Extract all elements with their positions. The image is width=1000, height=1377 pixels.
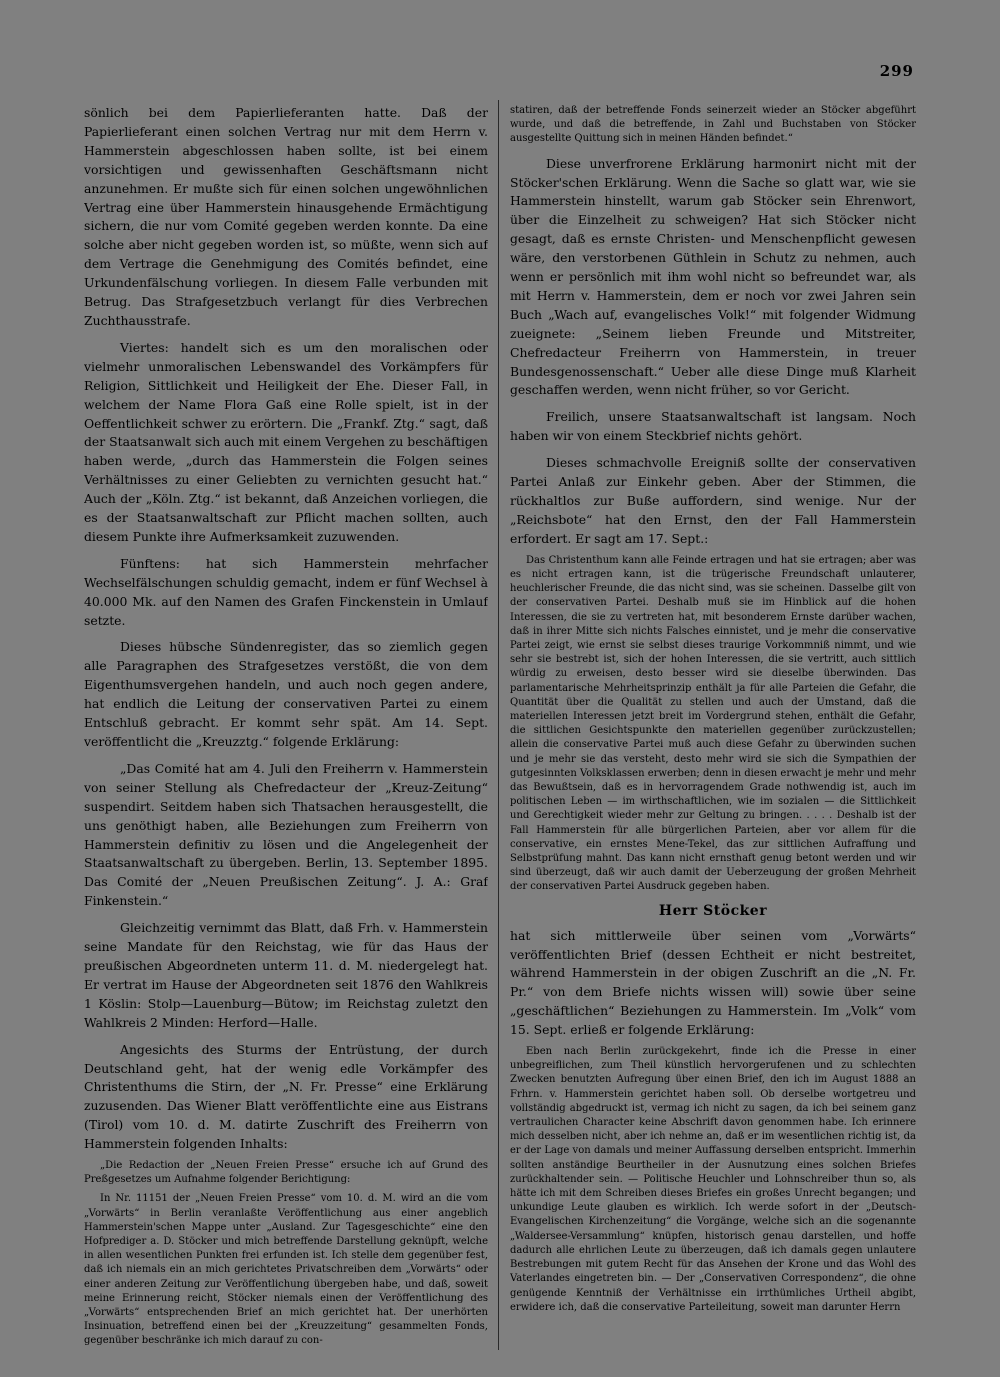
body-paragraph: „Das Comité hat am 4. Juli den Freiherrn v. Hammerstein von seiner Stellung als Chefredacteur der „Kreuz-Zeitung“ suspendirt. Seitdem haben sich Thatsachen herausgestellt, die uns genöthigt haben, alle Beziehungen zum Freiherrn von Hammerstein definitiv zu lösen und die Angelegenheit der Staatsanwaltschaft zu übergeben. Berlin, 13. September 1895. Das Comité der „Neuen Preußischen Zeitung“. J. A.: Graf Finkenstein.“ — [84, 760, 488, 909]
body-paragraph: Viertes: handelt sich es um den moralischen oder vielmehr unmoralischen Lebenswandel des Vorkämpfers für Religion, Sittlichkeit und Heiligkeit der Ehe. Dieser Fall, in welchem der Name Flora Gaß eine Rolle spielt, ist in der Oeffentlichkeit schwer zu erörtern. Die „Frankf. Ztg.“ sagt, daß der Staatsanwalt sich auch mit einem Vergehen zu beschäftigen haben werde, „durch das Hammerstein die Folgen seines Verhältnisses zu einer Geliebten zu vernichten gesucht hat.“ Auch der „Köln. Ztg.“ ist bekannt, daß Anzeichen vorliegen, die es der Staatsanwaltschaft zur Pflicht machen sollten, auch diesem Punkte ihre Aufmerksamkeit zuzuwenden. — [84, 339, 488, 544]
body-paragraph: Dieses hübsche Sündenregister, das so ziemlich gegen alle Paragraphen des Strafgesetzes verstößt, die von dem Eigenthumsvergehen handeln, und auch noch gegen andere, hat endlich die Leitung der conservativen Partei zu einem Entschluß gebracht. Er kommt sehr spät. Am 14. Sept. veröffentlicht die „Kreuzztg.“ folgende Erklärung: — [84, 639, 488, 749]
body-paragraph: Dieses schmachvolle Ereigniß sollte der conservativen Partei Anlaß zur Einkehr geben. Aber der Stimmen, die rückhaltlos zur Buße auffordern, sind wenige. Nur der „Reichsbote“ hat den Ernst, den der Fall Hammerstein erfordert. Er sagt am 17. Sept.: — [510, 455, 916, 546]
quoted-paragraph: Das Christenthum kann alle Feinde ertragen und hat sie ertragen; aber was es nicht ertragen kann, ist die trügerische Freundschaft unlauterer, heuchlerischer Freunde, die das nicht sind, was sie scheinen. Dasselbe gilt von der conservativen Partei. Deshalb muß sie im Hinblick auf die hohen Interessen, die sie zu vertreten hat, mit besonderem Ernste darüber wachen, daß in ihrer Mitte sich nichts Falsches einnistet, und je mehr die conservative Partei zeigt, wie ernst sie selbst dieses traurige Vorkommniß nimmt, und wie sehr sie bestrebt ist, sich der hohen Interessen, die sie vertritt, auch sittlich würdig zu erweisen, desto besser wird sie dieselbe überwinden. Das parlamentarische Mehrheitsprinzip enthält ja für alle Parteien die Gefahr, die Quantität über die Qualität zu stellen und auch der Umstand, daß die materiellen Interessen jetzt breit im Vordergrund stehen, enthält die Gefahr, die sittlichen Gesichtspunkte den materiellen gegenüber zurückzustellen; allein die conservative Partei muß auch diese Gefahr zu überwinden suchen und je mehr sie das versteht, desto mehr wird sie sich die Sympathien der gutgesinnten Volksklassen erwerben; denn in diesen erwacht je mehr und mehr das Bewußtsein, daß es in hervorragendem Grade nothwendig ist, auch im politischen Leben — im wirthschaftlichen, wie im sozialen — die Sittlichkeit und Gerechtigkeit wieder mehr zur Geltung zu bringen. . . . . Deshalb ist der Fall Hammerstein für alle bürgerlichen Parteien, aber vor allem für die conservative, ein ernstes Mene-Tekel, das zur sittlichen Aufraffung und Selbstprüfung mahnt. Das kann nicht ernsthaft genug betont werden und wir sind überzeugt, daß wir auch damit der Ueberzeugung der großen Mehrheit der conservativen Partei Ausdruck gegeben haben. — [510, 554, 916, 893]
quoted-paragraph: statiren, daß der betreffende Fonds seinerzeit wieder an Stöcker abgeführt wurde, und daß die betreffende, in Zahl und Buchstaben von Stöcker ausgestellte Quittung sich in meinen Händen befindet.“ — [510, 105, 916, 145]
quoted-paragraph: In Nr. 11151 der „Neuen Freien Presse“ vom 10. d. M. wird an die vom „Vorwärts“ in Berlin veranlaßte Veröffentlichung aus einer angeblich Hammerstein'schen Mappe unter „Ausland. Zur Tagesgeschichte“ eine den Hofprediger a. D. Stöcker und mich betreffende Darstellung geknüpft, welche in allen wesentlichen Punkten frei erfunden ist. Ich stelle dem gegenüber fest, daß ich niemals ein an mich gerichtetes Privatschreiben dem „Vorwärts“ oder einer anderen Zeitung zur Veröffentlichung übergeben habe, und daß, soweit meine Erinnerung reicht, Stöcker niemals einen der Veröffentlichung des „Vorwärts“ entsprechenden Brief an mich gerichtet hat. Der unerhörten Insinuation, betreffend einen bei der „Kreuzzeitung“ gesammelten Fonds, gegenüber beschränke ich mich darauf zu con- — [84, 1193, 488, 1347]
quoted-paragraph: Eben nach Berlin zurückgekehrt, finde ich die Presse in einer unbegreiflichen, zum Theil künstlich hervorgerufenen und zu schlechten Zwecken benutzten Aufregung über einen Brief, den ich im August 1888 an Frhrn. v. Hammerstein gerichtet haben soll. Ob derselbe wortgetreu und vollständig abgedruckt ist, vermag ich nicht zu sagen, da ich bei seinem ganz vertraulichen Character keine Abschrift davon genommen habe. Ich erinnere mich desselben nicht, aber ich nehme an, daß er im wesentlichen richtig ist, da er der Lage von damals und meiner Auffassung derselben entspricht. Immerhin sollten anständige Beurtheiler in der Ausnutzung eines solchen Briefes zurückhaltender sein. — Politische Heuchler und Lohnschreiber thun so, als hätte ich mit dem Schreiben dieses Briefes ein großes Unrecht begangen; und unkundige Leute glauben es wirklich. Ich werde sofort in der „Deutsch-Evangelischen Kirchenzeitung“ die Vorgänge, welche sich an die sogenannte „Waldersee-Versammlung“ knüpfen, historisch genau darstellen, und hoffe dadurch alle ehrlichen Leute zu überzeugen, daß ich damals gegen unlautere Bestrebungen mit gutem Recht für das Ansehen der Krone und das Wohl des Vaterlandes eingetreten bin. — Der „Conservativen Correspondenz“, die ohne genügende Kenntniß der Verhältnisse ein irrthümliches Urtheil abgibt, erwidere ich, daß die conservative Parteileitung, soweit man darunter Herrn — [510, 1046, 916, 1313]
right-column — [510, 104, 916, 1349]
body-paragraph: Gleichzeitig vernimmt das Blatt, daß Frh. v. Hammerstein seine Mandate für den Reichstag, wie für das Haus der preußischen Abgeordneten unterm 11. d. M. niedergelegt hat. Er vertrat im Hause der Abgeordneten seit 1876 den Wahlkreis 1 Köslin: Stolp—Lauenburg—Bütow; im Reichstag zuletzt den Wahlkreis 2 Minden: Herford—Halle. — [84, 920, 488, 1030]
column-divider — [498, 100, 499, 1350]
body-paragraph: Fünftens: hat sich Hammerstein mehrfacher Wechselfälschungen schuldig gemacht, indem er fünf Wechsel à 40.000 Mk. auf den Namen des Grafen Finckenstein in Umlauf setzte. — [84, 555, 488, 628]
body-paragraph: Freilich, unsere Staatsanwaltschaft ist langsam. Noch haben wir von einem Steckbrief nichts gehört. — [510, 409, 916, 444]
body-paragraph: sönlich bei dem Papierlieferanten hatte. Daß der Papierlieferant einen solchen Vertrag nur mit dem Herrn v. Hammerstein abgeschlossen haben sollte, ist bei einem vorsichtigen und gewissenhaften Geschäftsmann nicht anzunehmen. Er mußte sich für einen solchen ungewöhnlichen Vertrag eine über Hammerstein hinausgehende Ermächtigung sichern, die nur vom Comité gegeben werden konnte. Da eine solche aber nicht gegeben worden ist, so müßte, wenn sich auf dem Vertrage die Genehmigung des Comités befindet, eine Urkundenfälschung vorliegen. In diesem Falle verbunden mit Betrug. Das Strafgesetzbuch verlangt für dies Verbrechen Zuchthausstrafe. — [84, 105, 488, 328]
page-number: 299 — [879, 62, 914, 80]
left-column — [84, 104, 488, 1349]
body-paragraph: hat sich mittlerweile über seinen vom „Vorwärts“ veröffentlichten Brief (dessen Echtheit er nicht bestreitet, während Hammerstein in der obigen Zuschrift an die „N. Fr. Pr.“ von dem Briefe nichts wissen will) sowie über seine „geschäftlichen“ Beziehungen zu Hammerstein. Im „Volk“ vom 15. Sept. erließ er folgende Erklärung: — [510, 927, 916, 1038]
body-paragraph: Diese unverfrorene Erklärung harmonirt nicht mit der Stöcker'schen Erklärung. Wenn die Sache so glatt war, wie sie Hammerstein hinstellt, warum gab Stöcker sein Ehrenwort, über die Einzelheit zu schweigen? Hat sich Stöcker nicht gesagt, daß es ernste Christen- und Menschenpflicht gewesen wäre, den verstorbenen Güthlein in Schutz zu nehmen, auch wenn er persönlich mit ihm wohl nicht so befreundet war, als mit Herrn v. Hammerstein, dem er noch vor zwei Jahren sein Buch „Wach auf, evangelisches Volk!“ mit folgender Widmung zueignete: „Seinem lieben Freunde und Mitstreiter, Chefredacteur Freiherrn von Hammerstein, in treuer Bundesgenossenschaft.“ Ueber alle diese Dinge muß Klarheit geschaffen werden, wenn nicht früher, so vor Gericht. — [510, 155, 916, 398]
section-heading: Herr Stöcker — [658, 902, 768, 919]
body-paragraph: Angesichts des Sturms der Entrüstung, der durch Deutschland geht, hat der wenig edle Vorkämpfer des Christenthums die Stirn, der „N. Fr. Presse“ eine Erklärung zuzusenden. Das Wiener Blatt veröffentlichte eine aus Eistrans (Tirol) vom 10. d. M. datirte Zuschrift des Freiherrn von Hammerstein folgenden Inhalts: — [84, 1041, 488, 1152]
quoted-paragraph: „Die Redaction der „Neuen Freien Presse“ ersuche ich auf Grund des Preßgesetzes um Aufnahme folgender Berichtigung: — [84, 1160, 488, 1186]
